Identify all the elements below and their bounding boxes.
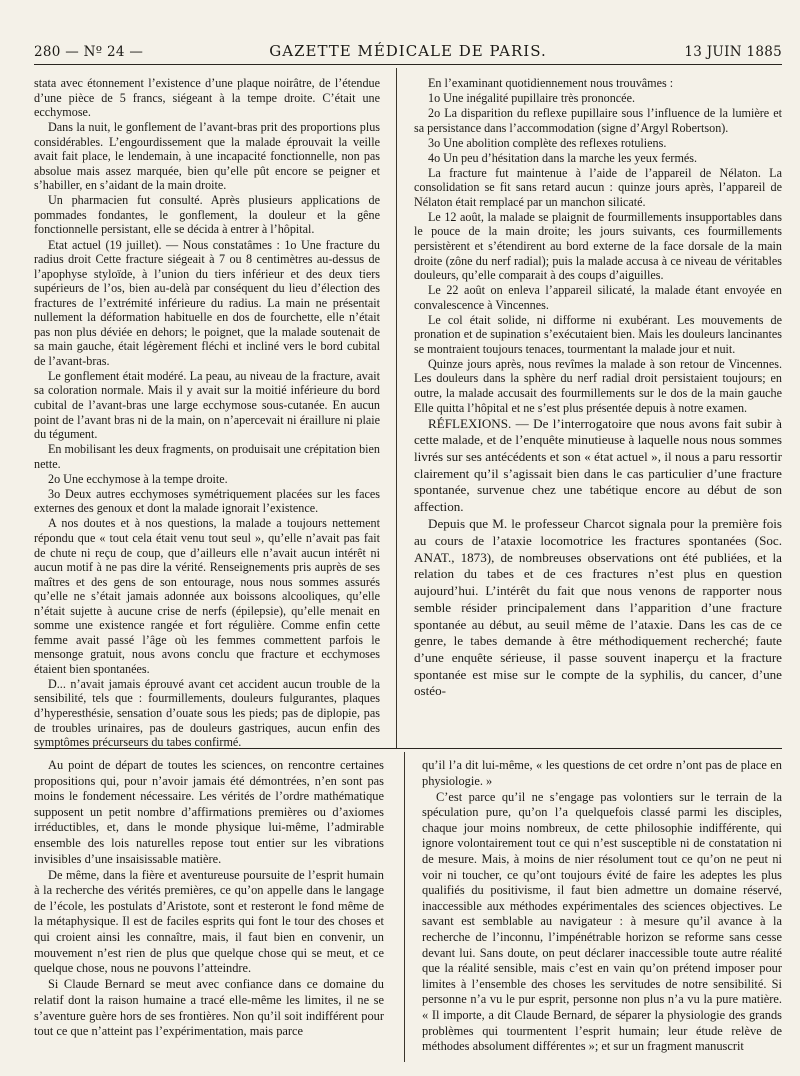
column-right-bottom bbox=[422, 758, 782, 1058]
page-number: 280 — Nº 24 — bbox=[34, 44, 144, 60]
paragraph: En l’examinant quotidiennement nous trouvâmes : bbox=[428, 76, 674, 90]
column-divider bbox=[396, 68, 397, 748]
paragraph: Dans la nuit, le gonflement de l’avant-bras prit des proportions plus considérables. L’engourdissement que la malade éprouvait la veille avait fait place, le lendemain, à une incapacité fonctionnelle, non pas absolue mais assez marquée, bien qu’elle pût encore se peigner et s’habiller, en s’aidant de la main droite. bbox=[34, 120, 380, 193]
page-header bbox=[34, 42, 782, 64]
paragraph: Etat actuel (19 juillet). — Nous constatâmes : 1o Une fracture du radius droit Cette fracture siégeait à 7 ou 8 centimètres au-dessus de l’apophyse styloïde, à l’union du tiers inférieur et des deux tiers supérieurs de l’os, bien au-delà par conséquent du lieu d’élection des fractures de l’extrémité inférieure du radius. La main ne présentait nullement la déformation habituelle en dos de fourchette, elle n’était pas non plus déviée en dehors; le poignet, que la malade soutenait de sa main gauche, était légèrement fléchi et incliné vers le bord cubital de l’avant-bras. bbox=[34, 237, 380, 368]
column-left-top bbox=[34, 76, 380, 750]
paragraph-reflexions: RÉFLEXIONS. — De l’interrogatoire que nous avons fait subir à cette malade, et de l’enquête minutieuse à laquelle nous nous sommes livrés sur ses antécédents et son « état actuel », il nous a paru ressortir clairement qu’il s’agissait bien dans le cas particulier d’une fracture spontanée, survenue chez une tabétique encore au début de son affection. bbox=[414, 415, 782, 515]
column-divider-bottom bbox=[404, 752, 405, 1062]
paragraph: C’est parce qu’il ne s’engage pas volontiers sur le terrain de la spéculation pure, qu’on l’a quelquefois classé parmi les disciples, chaque jour moins nombreux, de cette philosophie indifférente, qui ignore volontairement tout ce qui n’est susceptible ni de constatation ni de mesure. Mais, à moins de nier résolument tout ce qu’on ne peut ni voir ni toucher, ce qu’ont toujours évité de faire les adeptes les plus qualifiés du positivisme, il faut bien admettre un domaine réservé, inaccessible aux méthodes expérimentales des sciences objectives. Le savant est semblable au navigateur : à mesure qu’il avance à la recherche de l’inconnu, l’impénétrable horizon se reforme sans cesse devant lui. Sans doute, on peut déclarer inaccessible toute autre réalité que la réalité sensible, mais c’est en vain qu’on prétend imposer pour limites à l’ensemble des choses les servitudes de notre sensibilité. Si personne n’a vu le pur esprit, personne non plus n’a vu la pure matière. « Il importe, a dit Claude Bernard, de séparer la physiologie des grands problèmes qui tourmentent l’esprit humain; leur étude relève de méthodes absolument différentes »; et sur un fragment manuscrit bbox=[422, 789, 782, 1054]
paragraph: 2o Une ecchymose à la tempe droite. bbox=[48, 471, 228, 486]
paragraph: Quinze jours après, nous revîmes la malade à son retour de Vincennes. Les douleurs dans la sphère du nerf radial droit persistaient toujours; en outre, la malade accusait des fourmillements sur le dos de la main gauche Elle quitta l’hôpital et ne s’est plus présentée depuis à notre examen. bbox=[414, 356, 782, 415]
paragraph: De même, dans la fière et aventureuse poursuite de l’esprit humain à la recherche des vérités premières, ce qu’on appelle dans le langage de l’école, les postulats d’Aristote, sont et resteront le fond même de la métaphysique. Il est de faciles esprits qui font le tour des choses et qui croient ainsi les connaître, mais, il faut bien en convenir, un mouvement n’est rien de plus que quelque chose qui se meut, et ce quelque chose, nous ne pouvons l’atteindre. bbox=[34, 867, 384, 976]
list-item: 2o La disparition du reflexe pupillaire sous l’influence de la lumière et sa persistance dans l’accommodation (signe d’Argyl Robertson). bbox=[414, 106, 782, 135]
list-item: 1o Une inégalité pupillaire très prononcée. bbox=[428, 91, 635, 106]
journal-title: GAZETTE MÉDICALE DE PARIS. bbox=[269, 42, 547, 60]
paragraph: Le col était solide, ni difforme ni exubérant. Les mouvements de pronation et de supination s’exécutaient bien. Mais les douleurs lancinantes se montraient toujours tenaces, tourmentant la malade jour et nuit. bbox=[414, 312, 782, 356]
paragraph: La fracture fut maintenue à l’aide de l’appareil de Nélaton. La consolidation se fit sans retard aucun : quinze jours après, l’appareil de Nélaton était remplacé par un manchon silicaté. bbox=[414, 165, 782, 209]
newspaper-page bbox=[34, 0, 782, 1076]
paragraph: Si Claude Bernard se meut avec confiance dans ce domaine du relatif dont la raison humaine a tracé elle-même les limites, il ne se s’aventure guère hors de ses frontières. Non qu’il soit indifférent pour tout ce que n’atteint pas l’expérimentation, mais parce bbox=[34, 977, 384, 1039]
header-rule bbox=[34, 64, 782, 65]
list-item: 3o Une abolition complète des reflexes rotuliens. bbox=[428, 135, 667, 150]
paragraph: qu’il l’a dit lui-même, « les questions de cet ordre n’ont pas de place en physiologie. » bbox=[422, 758, 782, 788]
paragraph: Un pharmacien fut consulté. Après plusieurs applications de pommades fondantes, le gonflement, la douleur et la gêne fonctionnelle persistant, elle se décida à entrer à l’hôpital. bbox=[34, 193, 380, 237]
section-rule bbox=[34, 748, 782, 749]
paragraph: Depuis que M. le professeur Charcot signala pour la première fois au cours de l’ataxie locomotrice les fractures spontanées (Soc. ANAT., 1873), de nombreuses observations ont été publiées, et la relation du tabes et de ces fractures n’est plus en question aujourd’hui. L’intérêt du fait que nous venons de rapporter nous semble résider principalement dans l’apparition d’une fracture spontanée au début, au seuil même de l’ataxie. Dans les cas de ce genre, le tabes demande à être méthodiquement recherché; faute d’une enquête sérieuse, il passe souvent inaperçu et la fracture spontanée est mise sur le compte de la syphilis, du cancer, d’une ostéo- bbox=[414, 516, 782, 699]
list-item: 4o Un peu d’hésitation dans la marche les yeux fermés. bbox=[428, 150, 698, 165]
issue-date: 13 JUIN 1885 bbox=[684, 44, 782, 60]
paragraph: Le 12 août, la malade se plaignit de fourmillements insupportables dans le pouce de la main droite; les jours suivants, ces fourmillements persistèrent et s’étendirent au bord externe de la face dorsale de la main droite (zône du nerf radial); puis la malade accusa à ce niveau de véritables douleurs, qu’elle comparait à des coups d’aiguilles. bbox=[414, 209, 782, 283]
paragraph: Au point de départ de toutes les sciences, on rencontre certaines propositions qui, pour n’avoir jamais été démontrées, n’en sont pas moins le fondement nécessaire. Les vérités de l’ordre mathématique supposent un petit nombre d’affirmations premières ou d’axiomes irréductibles, et, dans le monde physique lui-même, l’admirable ensemble des lois naturelles repose tout entier sur les vibrations invisibles d’une insaisissable matière. bbox=[34, 758, 384, 866]
column-right-top bbox=[414, 76, 782, 741]
paragraph: 3o Deux autres ecchymoses symétriquement placées sur les faces externes des genoux et dont la malade ignorait l’existence. bbox=[34, 486, 380, 516]
column-left-bottom bbox=[34, 758, 384, 1058]
paragraph: En mobilisant les deux fragments, on produisait une crépitation bien nette. bbox=[34, 442, 380, 471]
paragraph: Le 22 août on enleva l’appareil silicaté, la malade étant envoyée en convalescence à Vincennes. bbox=[414, 283, 782, 312]
paragraph: Le gonflement était modéré. La peau, au niveau de la fracture, avait sa coloration normale. Mais il y avait sur la moitié inférieure du bord cubital de l’avant-bras une large ecchymose sous-cutanée. En aucun point de l’avant bras ni de la main, on n’apercevait ni éraillure ni plaie du tégument. bbox=[34, 368, 380, 442]
paragraph: D... n’avait jamais éprouvé avant cet accident aucun trouble de la sensibilité, tels que : fourmillements, douleurs fulgurantes, plaques d’hyperesthésie, sensation d’ouate sous les pieds; pas de diplopie, pas de troubles urinaires, pas de douleurs gastriques, aucun enfin des symptômes précurseurs du tabes confirmé. bbox=[34, 676, 380, 750]
paragraph: A nos doutes et à nos questions, la malade a toujours nettement répondu que « tout cela était venu tout seul », qu’elle n’avait pas fait de chute ni reçu de coup, que d’ailleurs elle n’avait aucun intérêt ni aucun motif à ne pas dire la vérité. Renseignements pris auprès de ses maîtres et des gens de son entourage, nous nous sommes assurés qu’elle ne s’était jamais adonnée aux boissons alcooliques, qu’elle n’était sujette à aucune crise de nerfs (épilepsie), qu’elle menait en somme une existence rangée et fort régulière. Comme enfin cette femme avait passé l’âge où les femmes commettent parfois le mensonge gratuit, nous avons conclu que fracture et ecchymoses étaient bien spontanées. bbox=[34, 516, 380, 676]
paragraph: stata avec étonnement l’existence d’une plaque noirâtre, de l’étendue d’une pièce de 5 francs, siégeant à la tempe droite. C’était une ecchymose. bbox=[34, 76, 380, 120]
